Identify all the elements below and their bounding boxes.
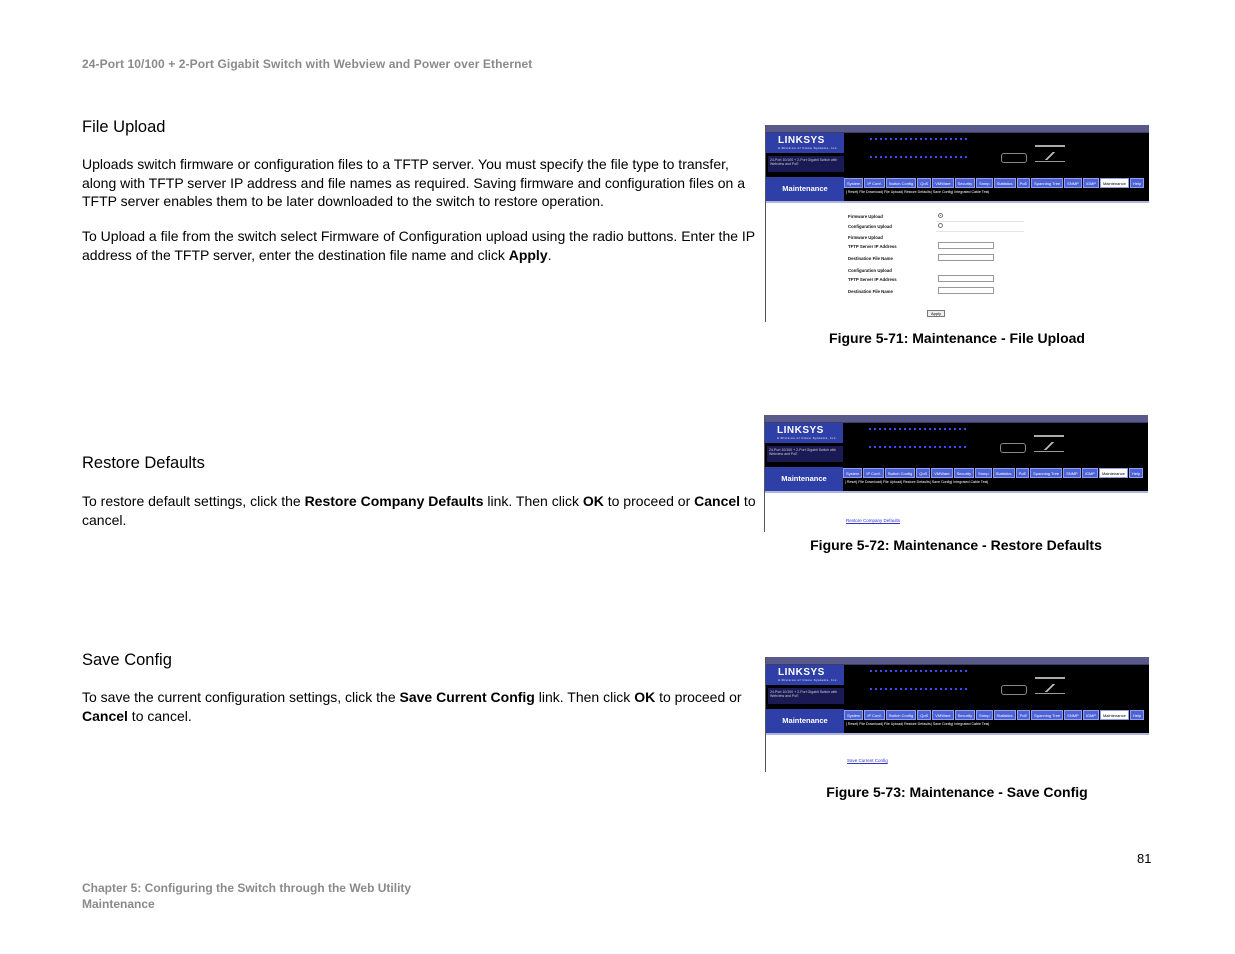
configuration-upload-radio[interactable] (938, 223, 943, 228)
port-led-panel (869, 428, 969, 464)
firmware-upload-heading: Firmware Upload (848, 235, 883, 240)
text-span: To Upload a file from the switch select Firmware of Configuration upload using the radio buttons. Enter the IP address of the TFTP server, enter the destination file name and click (82, 228, 755, 263)
restore-defaults-description (82, 492, 762, 529)
text-span: link. Then click (534, 689, 635, 705)
console-port-icon (1001, 685, 1027, 695)
nav-tab-igmp[interactable]: IGMP (1083, 710, 1099, 720)
console-port-icon (1000, 443, 1026, 453)
nav-tab-vmware[interactable]: VMWare (931, 468, 952, 478)
console-port-icon (1001, 153, 1027, 163)
logo-text: LINKSYS (778, 135, 825, 146)
nav-tab-spanning-tree[interactable]: Spanning Tree (1030, 468, 1062, 478)
nav-tab-poe[interactable]: PoE (1016, 468, 1030, 478)
window-topbar (765, 415, 1148, 423)
nav-tab-switch-config[interactable]: Switch Config (886, 710, 916, 720)
divider (765, 491, 1148, 493)
nav-tab-snmp[interactable]: Snmp (976, 178, 992, 188)
nav-tab-system[interactable]: System (844, 178, 863, 188)
firmware-upload-radio[interactable] (938, 213, 943, 218)
maintenance-sublinks[interactable]: | Reset| File Download| File Upload| Restore Defaults| Save Config| Integrated Cable Test| (845, 480, 989, 484)
configuration-upload-label: Configuration Upload (848, 224, 892, 229)
figure-save-config-screenshot (765, 657, 1149, 772)
nav-tab-poe[interactable]: PoE (1017, 178, 1031, 188)
nav-tab-qos[interactable]: QoS (916, 468, 930, 478)
port-led-panel (870, 670, 970, 706)
cisco-logo-icon (1035, 145, 1065, 162)
nav-tabs (844, 178, 1149, 188)
save-config-description (82, 688, 762, 725)
text-span: to cancel. (82, 493, 756, 528)
product-label: 24-Port 10/100 + 2-Port Gigabit Switch with Webview and PoE (768, 156, 844, 172)
logo-text: LINKSYS (777, 425, 824, 436)
nav-tab-maintenance[interactable]: Maintenance (1100, 710, 1129, 720)
logo-subtext: A Division of Cisco Systems, Inc. (777, 436, 838, 440)
nav-tab-snmp[interactable]: SNMP (1064, 178, 1082, 188)
nav-section-label: Maintenance (766, 709, 844, 733)
nav-tab-igmp[interactable]: IGMP (1082, 468, 1098, 478)
nav-tab-igmp[interactable]: IGMP (1083, 178, 1099, 188)
nav-section-label: Maintenance (765, 467, 843, 491)
maintenance-sublinks[interactable]: | Reset| File Download| File Upload| Restore Defaults| Save Config| Integrated Cable Test| (846, 190, 990, 194)
dest-file-label-2: Destination File Name (848, 289, 893, 294)
logo-subtext: A Division of Cisco Systems, Inc. (778, 146, 839, 150)
maintenance-sublinks[interactable]: | Reset| File Download| File Upload| Restore Defaults| Save Config| Integrated Cable Test| (846, 722, 990, 726)
nav-tab-help[interactable]: Help (1130, 710, 1144, 720)
figure-restore-defaults-screenshot (764, 415, 1148, 532)
nav-tab-ip-conf-[interactable]: IP Conf. (864, 178, 884, 188)
restore-company-defaults-link[interactable]: Restore Company Defaults (846, 518, 901, 523)
text-span: to proceed or (655, 689, 742, 705)
tftp-ip-label-2: TFTP Server IP Address (848, 277, 897, 282)
footer-section: Maintenance (82, 897, 155, 911)
page-number: 81 (1137, 851, 1152, 866)
restore-keyword: Restore Company Defaults (304, 493, 484, 509)
text-span: link. Then click (483, 493, 583, 509)
nav-tab-snmp[interactable]: Snmp (975, 468, 991, 478)
divider (766, 201, 1149, 203)
ok-keyword: OK (634, 689, 656, 705)
tftp-ip-label: TFTP Server IP Address (848, 244, 897, 249)
cancel-keyword: Cancel (694, 493, 741, 509)
figure-caption-71: Figure 5-71: Maintenance - File Upload (829, 330, 1085, 346)
ok-keyword: OK (582, 493, 604, 509)
nav-tab-help[interactable]: Help (1130, 178, 1144, 188)
nav-section-label: Maintenance (766, 177, 844, 201)
nav-tab-statistics[interactable]: Statistics (994, 710, 1016, 720)
file-upload-instructions (82, 227, 762, 264)
text-span: to proceed or (603, 493, 695, 509)
apply-button[interactable]: Apply (927, 310, 945, 317)
nav-tab-switch-config[interactable]: Switch Config (885, 468, 915, 478)
nav-tab-system[interactable]: System (843, 468, 862, 478)
apply-keyword: Apply (508, 246, 548, 263)
tftp-ip-input[interactable] (938, 242, 994, 249)
dest-file-input[interactable] (938, 254, 994, 261)
nav-tab-statistics[interactable]: Statistics (994, 178, 1016, 188)
nav-tab-spanning-tree[interactable]: Spanning Tree (1031, 710, 1063, 720)
nav-tab-maintenance[interactable]: Maintenance (1100, 178, 1129, 188)
window-topbar (766, 125, 1149, 133)
figure-file-upload-screenshot (765, 125, 1149, 322)
text-span: To save the current configuration settings, click the (82, 689, 400, 705)
nav-tab-spanning-tree[interactable]: Spanning Tree (1031, 178, 1063, 188)
row-line (936, 221, 1024, 222)
file-upload-description: Uploads switch firmware or configuration files to a TFTP server. You must specify the file type to transfer, along with TFTP server IP address and file names as required. Saving firmware and configuration files on a TFTP server enables them to be later downloaded to the switch to restore operation. (82, 156, 746, 209)
linksys-logo (766, 133, 844, 153)
product-label: 24-Port 10/100 + 2-Port Gigabit Switch with Webview and PoE (767, 446, 843, 462)
nav-tab-vmware[interactable]: VMWare (932, 178, 953, 188)
section-title-restore-defaults: Restore Defaults (82, 454, 205, 472)
nav-tab-snmp[interactable]: Snmp (976, 710, 992, 720)
text-span: to cancel. (127, 707, 192, 724)
dest-file-input-2[interactable] (938, 287, 994, 294)
tftp-ip-input-2[interactable] (938, 275, 994, 282)
cancel-keyword: Cancel (82, 707, 128, 724)
footer-chapter: Chapter 5: Configuring the Switch through the Web Utility (82, 881, 412, 895)
nav-tab-vmware[interactable]: VMWare (932, 710, 953, 720)
nav-tab-ip-conf-[interactable]: IP Conf. (864, 710, 884, 720)
save-keyword: Save Current Config (399, 689, 535, 705)
nav-tabs (844, 710, 1149, 720)
linksys-logo (766, 665, 844, 685)
row-line (936, 231, 1024, 232)
cisco-logo-icon (1035, 677, 1065, 694)
linksys-logo (765, 423, 843, 443)
nav-tab-system[interactable]: System (844, 710, 863, 720)
save-current-config-link[interactable]: Save Current Config (847, 758, 888, 763)
product-label: 24-Port 10/100 + 2-Port Gigabit Switch with Webview and PoE (768, 688, 844, 704)
logo-subtext: A Division of Cisco Systems, Inc. (778, 678, 839, 682)
section-title-save-config: Save Config (82, 651, 172, 669)
divider (766, 733, 1149, 735)
nav-tab-snmp[interactable]: SNMP (1063, 468, 1081, 478)
window-topbar (766, 657, 1149, 665)
nav-tab-help[interactable]: Help (1129, 468, 1143, 478)
nav-tab-poe[interactable]: PoE (1017, 710, 1031, 720)
document-header: 24-Port 10/100 + 2-Port Gigabit Switch with Webview and Power over Ethernet (82, 57, 533, 71)
logo-text: LINKSYS (778, 667, 825, 678)
nav-tab-maintenance[interactable]: Maintenance (1099, 468, 1128, 478)
dest-file-label: Destination File Name (848, 256, 893, 261)
nav-tab-snmp[interactable]: SNMP (1064, 710, 1082, 720)
text-span: . (547, 246, 552, 263)
nav-tab-statistics[interactable]: Statistics (993, 468, 1015, 478)
text-span: To restore default settings, click the (82, 493, 305, 509)
cisco-logo-icon (1034, 435, 1064, 452)
figure-caption-73: Figure 5-73: Maintenance - Save Config (826, 784, 1088, 800)
figure-caption-72: Figure 5-72: Maintenance - Restore Defaults (810, 537, 1102, 553)
port-led-panel (870, 138, 970, 174)
nav-tab-security[interactable]: Security (954, 468, 974, 478)
nav-tab-ip-conf-[interactable]: IP Conf. (863, 468, 883, 478)
section-title-file-upload: File Upload (82, 118, 166, 136)
nav-tab-qos[interactable]: QoS (917, 710, 931, 720)
firmware-upload-label: Firmware Upload (848, 214, 883, 219)
nav-tabs (843, 468, 1148, 478)
configuration-upload-heading: Configuration Upload (848, 268, 892, 273)
nav-tab-security[interactable]: Security (955, 710, 975, 720)
nav-tab-qos[interactable]: QoS (917, 178, 931, 188)
nav-tab-switch-config[interactable]: Switch Config (886, 178, 916, 188)
nav-tab-security[interactable]: Security (955, 178, 975, 188)
